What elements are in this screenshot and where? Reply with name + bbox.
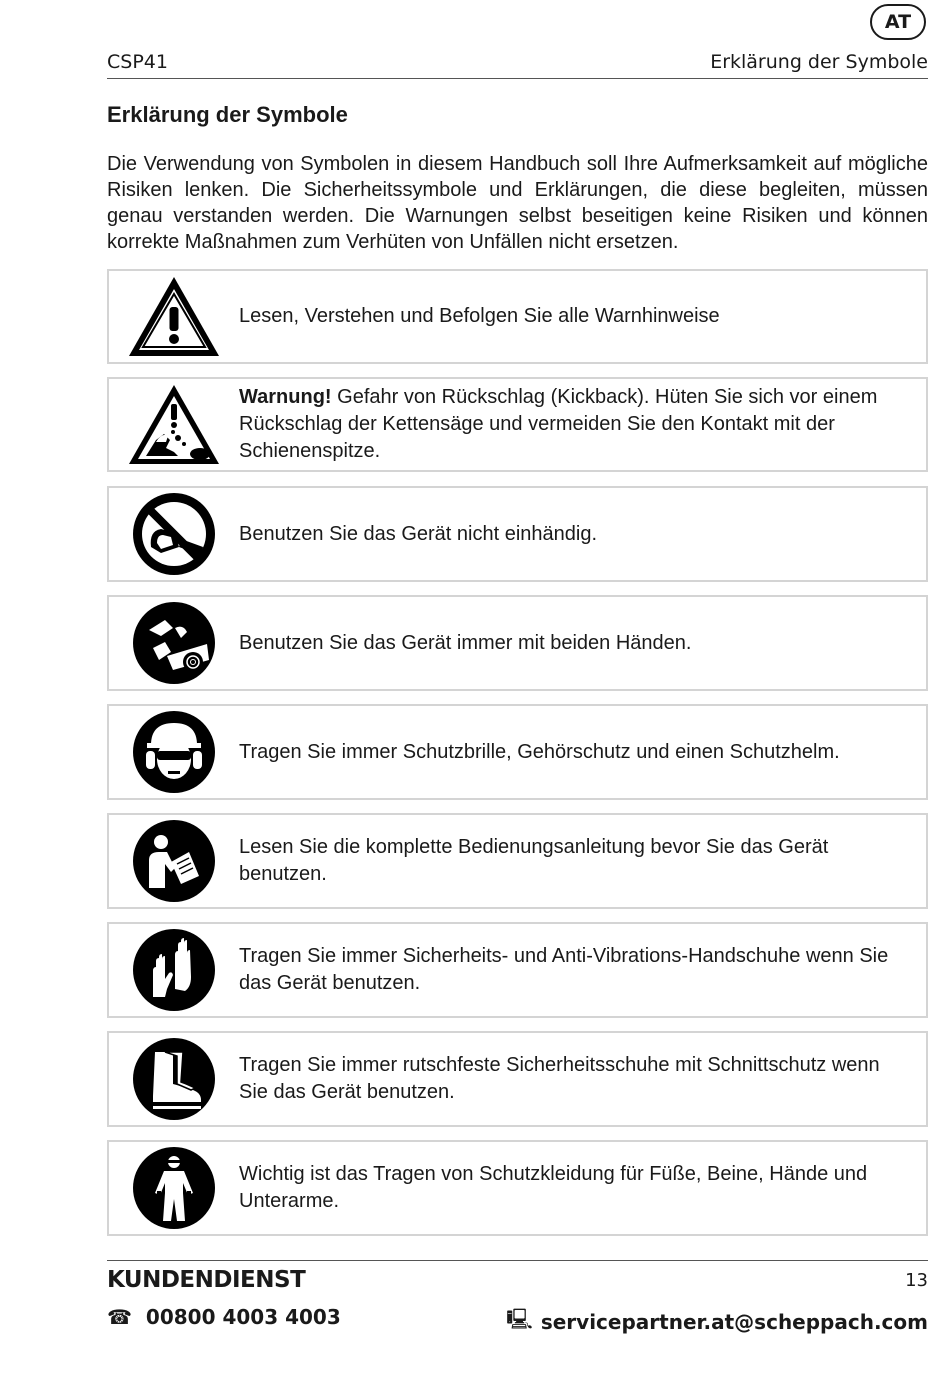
symbol-description: Tragen Sie immer rutschfeste Sicherheitsschuhe mit Schnittschutz wenn Sie das Gerät benutzen. bbox=[239, 1054, 880, 1103]
read-manual-icon bbox=[109, 815, 239, 907]
footer-email bbox=[506, 1305, 928, 1339]
symbol-description: Tragen Sie immer Schutzbrille, Gehörschutz und einen Schutzhelm. bbox=[239, 740, 840, 763]
two-hands-icon bbox=[109, 597, 239, 689]
email-address: servicepartner.at@scheppach.com bbox=[540, 1310, 928, 1334]
phone-number: 00800 4003 4003 bbox=[145, 1305, 341, 1329]
protective-clothing-icon bbox=[109, 1142, 239, 1234]
symbol-row bbox=[107, 595, 928, 691]
footer-service-label: KUNDENDIENST bbox=[107, 1267, 306, 1293]
country-badge: AT bbox=[870, 4, 926, 40]
footer-divider bbox=[107, 1260, 928, 1261]
page-title: Erklärung der Symbole bbox=[107, 102, 348, 127]
general-warning-icon bbox=[109, 271, 239, 362]
symbol-description: Benutzen Sie das Gerät immer mit beiden Händen. bbox=[239, 631, 692, 654]
symbol-row bbox=[107, 486, 928, 582]
no-one-hand-use-icon bbox=[109, 488, 239, 580]
header-section-title: Erklärung der Symbole bbox=[710, 51, 928, 73]
gloves-icon bbox=[109, 924, 239, 1016]
symbol-description: Wichtig ist das Tragen von Schutzkleidung für Füße, Beine, Hände und Unterarme. bbox=[239, 1163, 868, 1212]
phone-icon: ☎ bbox=[107, 1305, 132, 1329]
symbol-row bbox=[107, 922, 928, 1018]
footer-phone bbox=[107, 1305, 341, 1329]
symbol-row bbox=[107, 377, 928, 472]
symbol-row bbox=[107, 1031, 928, 1127]
symbol-row bbox=[107, 704, 928, 800]
symbol-row bbox=[107, 1140, 928, 1236]
symbol-row bbox=[107, 813, 928, 909]
computer-icon: 🖳 bbox=[506, 1307, 533, 1331]
header-divider bbox=[107, 78, 928, 79]
page-number: 13 bbox=[905, 1270, 928, 1291]
symbol-description: Warnung! Gefahr von Rückschlag (Kickback). Hüten Sie sich vor einem Rückschlag der Kettensäge und vermeiden Sie den Kontakt mit der Schienenspitze. bbox=[239, 386, 878, 462]
header-model: CSP41 bbox=[107, 51, 168, 73]
intro-paragraph: Die Verwendung von Symbolen in diesem Handbuch soll Ihre Aufmerksamkeit auf mögliche Risiken lenken. Die Sicherheitssymbole und Erklärungen, die diese begleiten, müssen genau verstanden werden. Die Warnungen selbst beseitigen keine Risiken und können korrekte Maßnahmen zum Verhüten von Unfällen nicht ersetzen. bbox=[107, 153, 928, 253]
head-protection-icon bbox=[109, 706, 239, 798]
kickback-warning-icon bbox=[109, 379, 239, 470]
safety-boots-icon bbox=[109, 1033, 239, 1125]
symbol-description: Tragen Sie immer Sicherheits- und Anti-Vibrations-Handschuhe wenn Sie das Gerät benutzen. bbox=[239, 945, 889, 994]
symbol-description: Lesen, Verstehen und Befolgen Sie alle Warnhinweise bbox=[239, 305, 720, 327]
symbol-description: Benutzen Sie das Gerät nicht einhändig. bbox=[239, 522, 598, 545]
symbol-description: Lesen Sie die komplette Bedienungsanleitung bevor Sie das Gerät benutzen. bbox=[239, 836, 829, 885]
symbol-row bbox=[107, 269, 928, 364]
